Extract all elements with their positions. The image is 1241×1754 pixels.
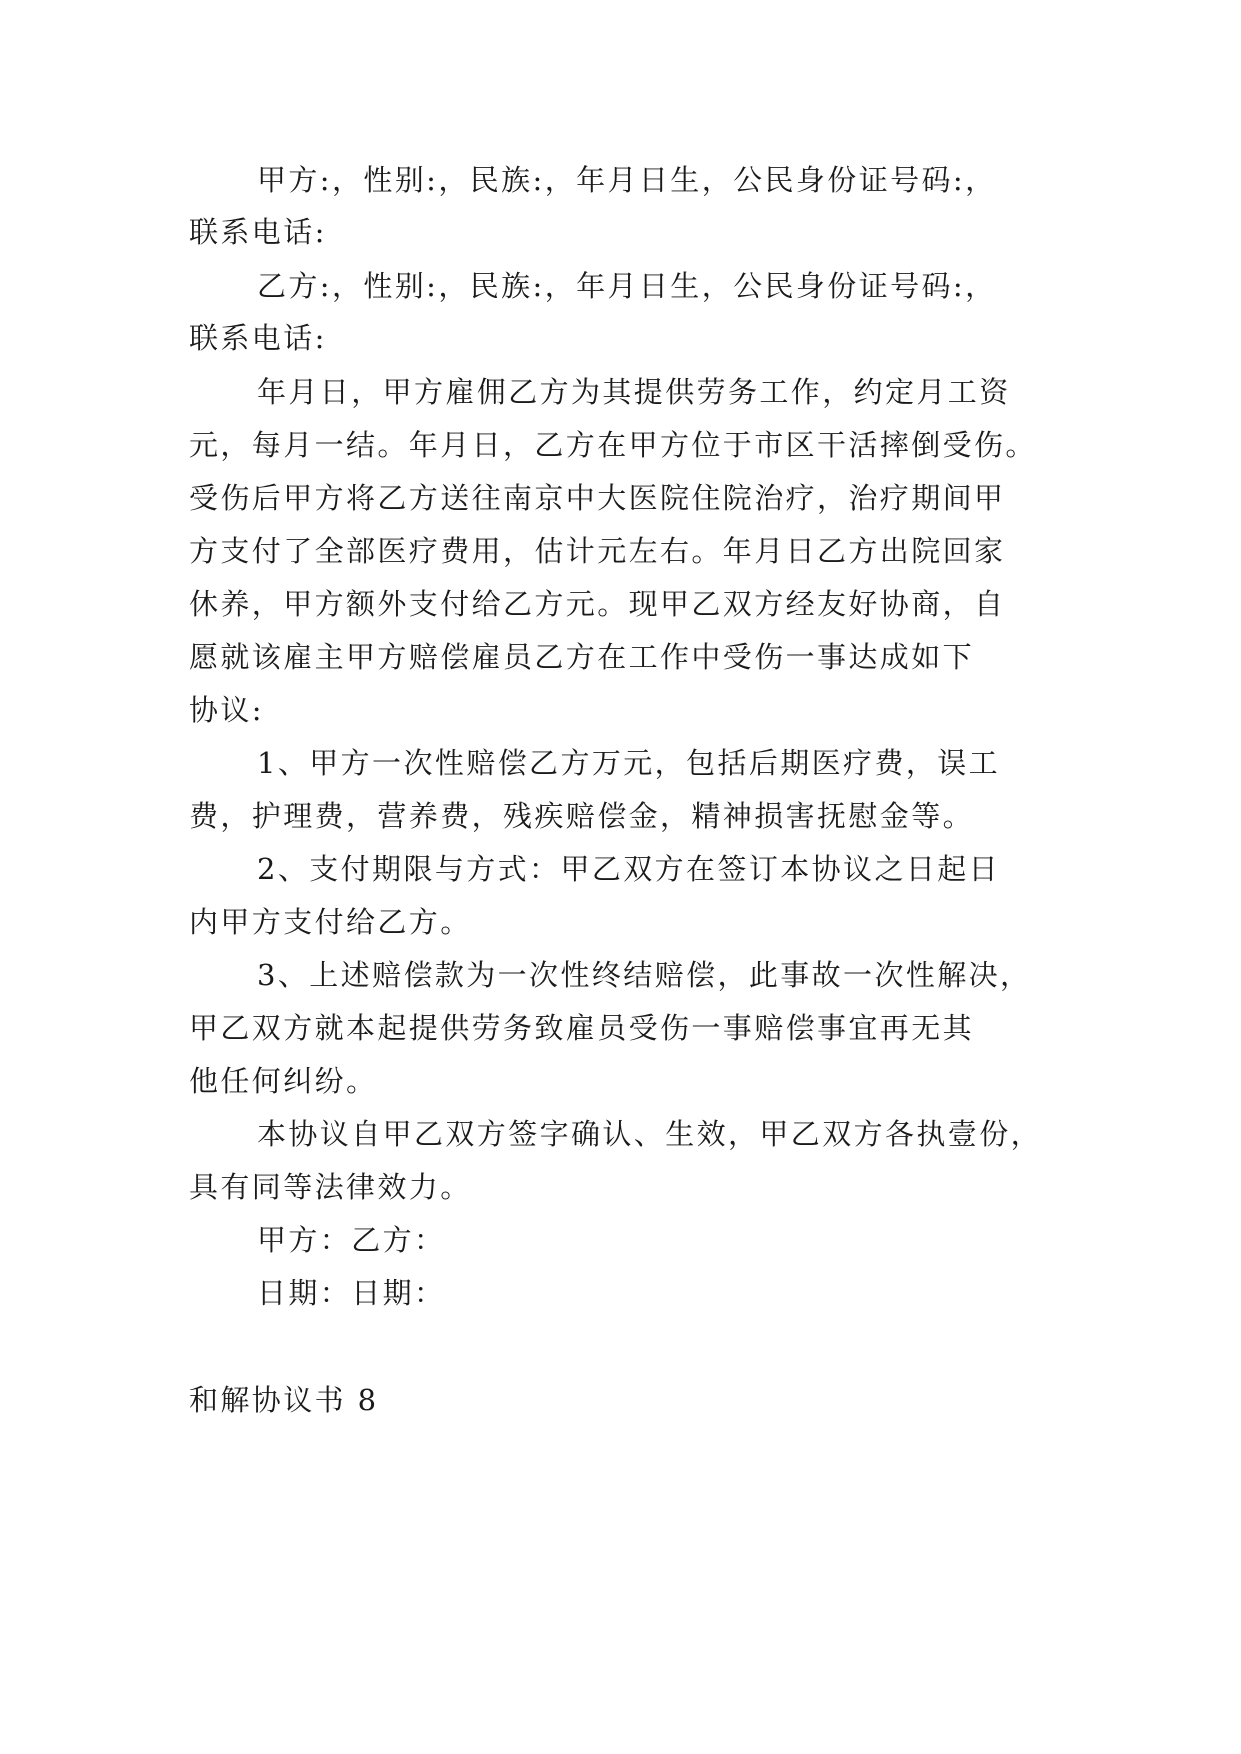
clause-2-line: 内甲方支付给乙方。 [189,905,472,939]
facts-paragraph-line: 方支付了全部医疗费用，估计元左右。年月日乙方出院回家 [189,534,1006,568]
facts-paragraph-line: 协议: [189,693,264,727]
clause-3-line: 他任何纠纷。 [189,1064,378,1098]
clause-3-line: 甲乙双方就本起提供劳务致雇员受伤一事赔偿事宜再无其 [189,1011,975,1045]
facts-paragraph-line: 元，每月一结。年月日，乙方在甲方位于市区干活摔倒受伤。 [189,428,1037,462]
signature-line: 甲方：乙方： [257,1223,446,1257]
facts-paragraph-line: 休养，甲方额外支付给乙方元。现甲乙双方经友好协商，自 [189,587,1006,621]
party-a-phone: 联系电话: [189,215,327,249]
clause-1-line: 1、甲方一次性赔偿乙方万元，包括后期医疗费，误工 [257,746,1001,780]
party-a-info: 甲方:，性别:，民族:，年月日生，公民身份证号码:， [257,163,997,197]
facts-paragraph-line: 受伤后甲方将乙方送往南京中大医院住院治疗，治疗期间甲 [189,481,1006,515]
next-section-heading: 和解协议书 8 [189,1383,379,1417]
date-line: 日期：日期： [257,1276,446,1310]
party-b-phone: 联系电话: [189,321,327,355]
effectiveness-line: 具有同等法律效力。 [189,1170,472,1204]
facts-paragraph-line: 愿就该雇主甲方赔偿雇员乙方在工作中受伤一事达成如下 [189,640,975,674]
party-b-info: 乙方:，性别:，民族:，年月日生，公民身份证号码:， [257,269,997,303]
facts-paragraph-line: 年月日，甲方雇佣乙方为其提供劳务工作，约定月工资 [257,375,1011,409]
clause-3-line: 3、上述赔偿款为一次性终结赔偿，此事故一次性解决， [257,958,1032,992]
clause-2-line: 2、支付期限与方式：甲乙双方在签订本协议之日起日 [257,852,1001,886]
clause-1-line: 费，护理费，营养费，残疾赔偿金，精神损害抚慰金等。 [189,799,975,833]
effectiveness-line: 本协议自甲乙双方签字确认、生效，甲乙双方各执壹份， [257,1117,1043,1151]
